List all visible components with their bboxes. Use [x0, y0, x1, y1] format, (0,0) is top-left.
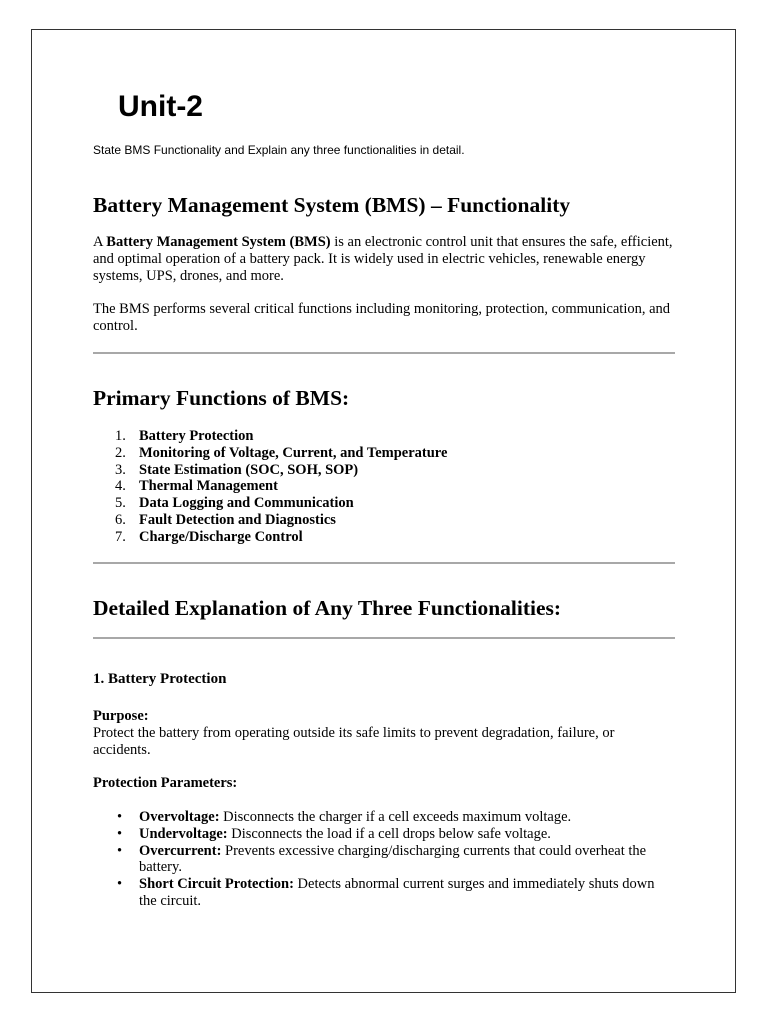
param-desc: Disconnects the load if a cell drops below safe voltage. — [227, 825, 551, 842]
list-item — [93, 843, 673, 877]
bullet-icon: • — [117, 876, 123, 893]
list-label: Charge/Discharge Control — [139, 528, 303, 545]
param-term: Overcurrent: — [139, 842, 222, 859]
divider — [93, 637, 675, 639]
intro-prefix: A — [93, 234, 107, 250]
list-item — [93, 462, 447, 479]
list-number: 5. — [115, 495, 126, 512]
bms-functionality-heading: Battery Management System (BMS) – Functionality — [93, 193, 571, 217]
document-page — [31, 29, 736, 993]
divider — [93, 562, 675, 564]
list-label: Battery Protection — [139, 428, 254, 444]
list-number: 6. — [115, 511, 126, 528]
bullet-icon: • — [117, 809, 123, 825]
purpose-block — [93, 708, 673, 759]
list-label: State Estimation (SOC, SOH, SOP) — [139, 461, 359, 478]
list-number: 2. — [115, 444, 126, 461]
param-desc: Prevents excessive charging/discharging currents that could overheat the battery. — [139, 842, 647, 876]
protection-parameters-label — [93, 775, 673, 792]
list-number: 1. — [115, 428, 126, 444]
list-label: Data Logging and Communication — [139, 495, 354, 512]
divider — [93, 352, 675, 354]
list-item — [93, 512, 447, 529]
list-item — [93, 445, 447, 462]
purpose-label: Purpose: — [93, 708, 149, 724]
intro-rest: is an electronic control unit that ensures the safe, efficient, and optimal operation of a battery pack. It is widely used in electric vehicles, renewable energy systems, UPS, drones, and more. — [93, 234, 673, 284]
protection-parameters-list — [93, 809, 673, 910]
list-number: 7. — [115, 528, 126, 545]
list-number: 4. — [115, 478, 126, 495]
detailed-explanation-heading: Detailed Explanation of Any Three Functionalities: — [93, 596, 562, 620]
param-term: Undervoltage: — [139, 825, 228, 842]
question-text: State BMS Functionality and Explain any three functionalities in detail. — [93, 143, 465, 157]
intro-bold-term: Battery Management System (BMS) — [106, 234, 331, 250]
protection-parameters-label-text: Protection Parameters: — [93, 775, 238, 791]
bullet-icon: • — [117, 842, 123, 859]
param-desc: Disconnects the charger if a cell exceeds maximum voltage. — [219, 809, 572, 825]
list-item — [93, 495, 447, 512]
primary-functions-heading: Primary Functions of BMS: — [93, 386, 350, 410]
param-term: Overvoltage: — [139, 809, 220, 825]
list-label: Monitoring of Voltage, Current, and Temperature — [139, 444, 448, 461]
primary-functions-list — [93, 428, 447, 546]
battery-protection-heading: 1. Battery Protection — [93, 671, 227, 687]
list-label: Fault Detection and Diagnostics — [139, 511, 336, 528]
list-item — [93, 478, 447, 495]
list-item — [93, 826, 673, 843]
list-label: Thermal Management — [139, 478, 278, 495]
list-item — [93, 809, 673, 826]
unit-title: Unit-2 — [118, 90, 203, 123]
purpose-text: Protect the battery from operating outside its safe limits to prevent degradation, failure, or accidents. — [93, 725, 615, 758]
param-term: Short Circuit Protection: — [139, 876, 294, 893]
list-item — [93, 876, 673, 910]
list-number: 3. — [115, 461, 126, 478]
list-item — [93, 428, 447, 445]
bullet-icon: • — [117, 825, 123, 842]
performs-paragraph: The BMS performs several critical functions including monitoring, protection, communication, and control. — [93, 301, 671, 334]
intro-paragraph — [93, 234, 673, 285]
param-desc: Detects abnormal current surges and immediately shuts down the circuit. — [139, 876, 655, 909]
list-item — [93, 529, 447, 546]
